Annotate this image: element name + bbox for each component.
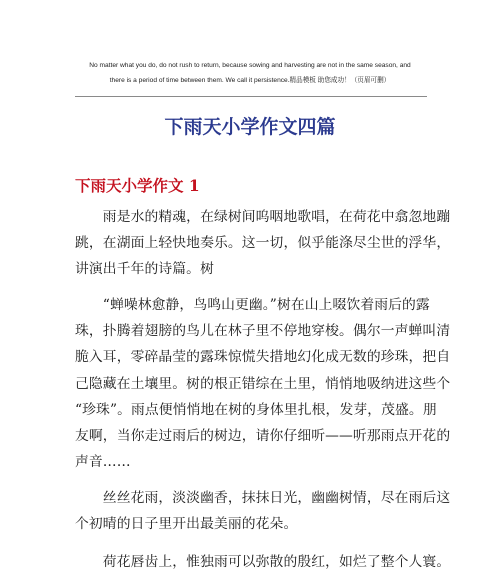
document-title: 下雨天小学作文四篇 bbox=[164, 116, 336, 138]
paragraph-line: 丝丝花雨，淡淡幽香，抹抹日光，幽幽树情，尽在雨后这 bbox=[75, 490, 451, 506]
paragraph-3 bbox=[75, 485, 451, 537]
paragraph-line: 跳，在湖面上轻快地奏乐。这一切，似乎能涤尽尘世的浮华， bbox=[75, 235, 451, 252]
paragraph-line: 脆入耳，零碎晶莹的露珠惊慌失措地幻化成无数的珍珠，把自 bbox=[75, 349, 451, 366]
paragraph-line: 珠，扑腾着翅膀的鸟儿在林子里不停地穿梭。偶尔一声蝉叫清 bbox=[75, 323, 451, 340]
header-divider bbox=[75, 96, 427, 97]
paragraph-line: “珍珠”。雨点便悄悄地在树的身体里扎根，发芽，茂盛。朋 bbox=[75, 401, 437, 418]
header-line-1: No matter what you do, do not rush to return, because sowing and harvesting are not in the same season, and bbox=[89, 62, 411, 69]
paragraph-1 bbox=[75, 204, 451, 283]
paragraph-2 bbox=[75, 292, 451, 475]
header-line-2: there is a period of time between them. We call it persistence.精品模板 助您成功！（页眉可删） bbox=[109, 77, 391, 84]
paragraph-4 bbox=[75, 549, 451, 575]
page-header bbox=[0, 58, 500, 88]
paragraph-line: 己隐藏在土壤里。树的根正错综在土里，悄悄地吸纳进这些个 bbox=[75, 375, 451, 392]
paragraph-line: 声音…… bbox=[75, 454, 131, 471]
paragraph-line: 雨是水的精魂，在绿树间呜咽地歌唱，在荷花中翕忽地蹦 bbox=[75, 209, 451, 225]
paragraph-line: 讲演出千年的诗篇。树 bbox=[75, 261, 214, 278]
paragraph-line: 友啊，当你走过雨后的树边，请你仔细听——听那雨点开花的 bbox=[75, 428, 451, 445]
paragraph-line: “蝉噪林愈静，鸟鸣山更幽。”树在山上啜饮着雨后的露 bbox=[75, 297, 430, 313]
paragraph-line: 荷花唇齿上，惟独雨可以弥散的殷红，如烂了整个人寰。 bbox=[75, 554, 451, 570]
section-heading: 下雨天小学作文 1 bbox=[75, 176, 200, 195]
paragraph-line: 个初晴的日子里开出最美丽的花朵。 bbox=[75, 516, 298, 533]
